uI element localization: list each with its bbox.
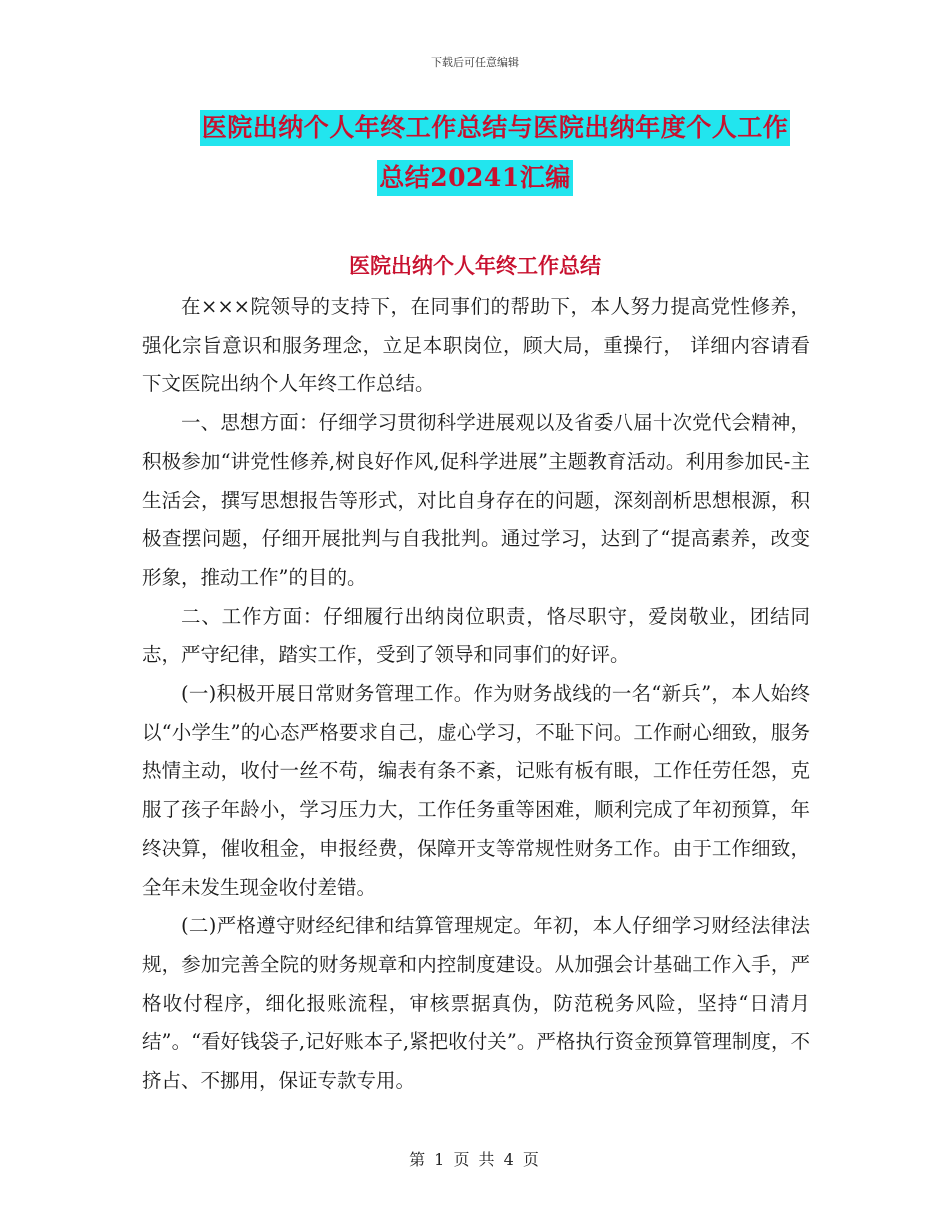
title-line-2: 总结20241汇编 <box>377 160 572 196</box>
paragraph: 在×××院领导的支持下，在同事们的帮助下，本人努力提高党性修养，强化宗旨意识和服务理念，立足本职岗位，顾大局，重操行， 详细内容请看下文医院出纳个人年终工作总结。 <box>142 295 810 396</box>
paragraph: 二、工作方面：仔细履行出纳岗位职责，恪尽职守，爱岗敬业，团结同志，严守纪律，踏实工作，受到了领导和同事们的好评。 <box>142 604 810 667</box>
title-line-1: 医院出纳个人年终工作总结与医院出纳年度个人工作 <box>200 110 791 146</box>
paragraph: (二)严格遵守财经纪律和结算管理规定。年初，本人仔细学习财经法律法规，参加完善全院的财务规章和内控制度建设。从加强会计基础工作入手，严格收付程序，细化报账流程，审核票据真伪，防范税务风险，坚持“日清月结”。“看好钱袋子,记好账本子,紧把收付关”。严格执行资金预算管理制度，不挤占、不挪用，保证专款专用。 <box>142 914 810 1093</box>
page-footer: 第 1 页 共 4 页 <box>409 1150 541 1169</box>
paragraph: (一)积极开展日常财务管理工作。作为财务战线的一名“新兵”，本人始终以“小学生”的心态严格要求自己，虚心学习，不耻下问。工作耐心细致，服务热情主动，收付一丝不苟，编表有条不紊，记账有板有眼，工作任劳任怨，克服了孩子年龄小，学习压力大，工作任务重等困难，顺利完成了年初预算，年终决算，催收租金，申报经费，保障开支等常规性财务工作。由于工作细致，全年未发生现金收付差错。 <box>142 682 810 899</box>
section-title: 医院出纳个人年终工作总结 <box>349 253 601 278</box>
document-body <box>142 288 810 1101</box>
header-note: 下载后可任意编辑 <box>431 56 519 69</box>
document-title <box>0 110 950 196</box>
paragraph: 一、思想方面：仔细学习贯彻科学进展观以及省委八届十次党代会精神，积极参加“讲党性修养,树良好作风,促科学进展”主题教育活动。利用参加民-主生活会，撰写思想报告等形式，对比自身存在的问题，深刻剖析思想根源，积极查摆问题，仔细开展批判与自我批判。通过学习，达到了“提高素养，改变形象，推动工作”的目的。 <box>142 411 810 589</box>
